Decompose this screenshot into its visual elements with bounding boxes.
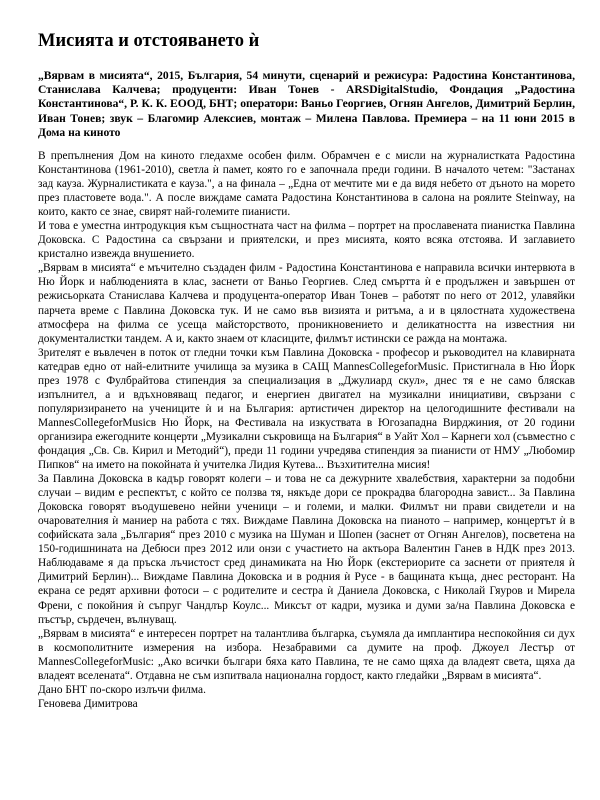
- paragraph-introduction-portrait: И това е уместна интродукция към същностната част на филма – портрет на прославената пианистка Павлина Доковска. С Радостина са свързани и приятелски, и през мисията, която всяка отстоява. И заглавието кристално извежда внушението.: [38, 220, 575, 261]
- article-title: Мисията и отстояването ѝ: [38, 31, 260, 51]
- paragraph-dokovska-profile: Зрителят е въвлечен в поток от гледни точки към Павлина Доковска - професор и ръководител на клавирната катедрав едно от най-елитните училища за музика в САЩ MannesCollegeforMusic. Пристигнала в Ню Йорк през 1978 с Фулбрайтова стипендия за специализация в „Джулиард скул», днес тя е не само бляскав изпълнител, а и вдъхновяващ педагог, и енергиен двигател на музикални инициативи, свързани с популяризирането на учениците ѝ и на България: артистичен директор на целогодишните фестивали на MannesCollegeforMusicв Ню Йорк, на Фестивала на изкуствата в Югозападна Вирджиния, от 20 години организира ежегодните концерти „Музикални съкровища на България“ в Уайт Хол – Карнеги хол (съвместно с фондация „Св. Св. Кирил и Методий“), преди 11 години учредява стипендия за пианисти от НМУ „Любомир Пипков“ на името на покойната ѝ учителка Лидия Кутева... Възхитителна мисия!: [38, 346, 575, 472]
- article: [38, 30, 575, 711]
- paragraph-conclusion: „Вярвам в мисията“ е интересен портрет на талантлива българка, съумяла да имплантира неспокойния си дух в космополитните измерения на избора. Незабравими са думите на проф. Джоуел Лестър от MannesCollegeforMusic: „Ако всички българи бяха като Павлина, те не само щяха да владеят света, щяха да владеят вселената“. Отдавна не съм изпитвала национална гордост, както гледайки „Вярвам в мисията“.: [38, 627, 575, 682]
- paragraph-film-making: „Вярвам в мисията“ е мъчително създаден филм - Радостина Константинова е направила всички интервюта в Ню Йорк и наблюденията в клас, заснети от Ваньо Георгиев. След смъртта ѝ е продължен и завършен от режисьорката Станислава Калчева и продуцента-оператор Иван Тонев – работят по него от 2012, улавяйки парчета време с Павлина Доковска тук. И не само във визията и ритъма, а и в цялостната художествена атмосфера на филма се усеща майсторството, проникновението и деликатността на известния ни документалистки тандем. А и, както знаем от класиците, филмът истински се ражда на монтажа.: [38, 262, 575, 345]
- film-credits: „Вярвам в мисията“, 2015, България, 54 минути, сценарий и режисура: Радостина Константинова, Станислава Калчева; продуценти: Иван Тонев - ARSDigitalStudio, Фондация „Радостина Константинова“, Р. К. К. ЕООД, БНТ; оператори: Ваньо Георгиев, Огнян Ангелов, Димитрий Берлин, Иван Тонев; звук – Благомир Алексиев, монтаж – Милена Павлова. Премиера – на 11 юни 2015 в Дома на киното: [38, 69, 575, 139]
- paragraph-intro: В препълнения Дом на киното гледахме особен филм. Обрамчен е с мисли на журналистката Радостина Константинова (1961-2010), светла ѝ памет, която го е започнала преди години. В началото четем: "Застанах зад кауза. Журналистиката е кауза.", а на финала – „Една от мечтите ми е да видя небето от дъното на морето през пластовете вода.". А после виждаме самата Радостина Константинова в салона на роялите Steinway, на които, както се знае, свирят най-големите пианисти.: [38, 150, 575, 219]
- author-signature: Геновева Димитрова: [38, 697, 138, 710]
- article-body: [38, 149, 575, 711]
- paragraph-colleagues-students: За Павлина Доковска в кадър говорят колеги – и това не са дежурните хвалебствия, характерни за подобни случаи – видим е респектът, с който се ползва тя, някъде дори се прокрадва благородна завист... За Павлина Доковска говорят въодушевено нейни ученици – и големи, и малки. Филмът ни прави свидетели и на очарователния ѝ маниер на работа с тях. Виждаме Павлина Доковска на пианото – например, концертът ѝ в софийската зала „България“ през 2010 с музика на Шуман и Шопен (заснет от Огнян Ангелов), посветена на 150-годишнината на Дебюси през 2012 или онзи с участието на актьора Валентин Ганев в НДК през 2013. Наблюдаваме я да пръска лъчистост сред динамиката на Ню Йорк (екстериорите са заснети от приятеля ѝ Димитрий Берлин)... Виждаме Павлина Доковска и в родния ѝ Русе - в бащината къща, днес ресторант. На екрана се редят архивни фотоси – с родителите и сестра ѝ Даниела Доковска, с Николай Гяуров и Мирела Френи, с покойния ѝ съпруг Чандлър Коулс... Миксът от кадри, музика и думи за/на Павлина Доковска е пъстър, сърдечен, вълнуващ.: [38, 473, 575, 626]
- paragraph-wish: Дано БНТ по-скоро излъчи филма.: [38, 683, 206, 696]
